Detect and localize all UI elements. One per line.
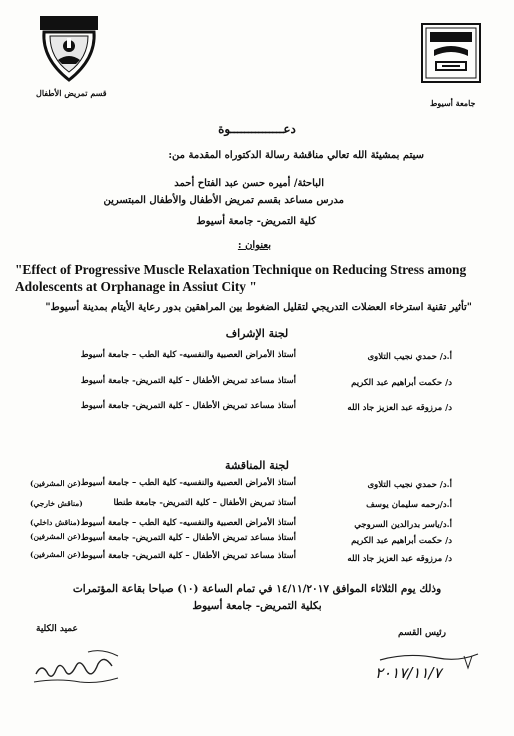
dean-signature-icon bbox=[28, 644, 124, 688]
event-datetime: وذلك يوم الثلاثاء الموافق ١٤/١١/٢٠١٧ في تمام الساعة (١٠) صباحا بقاعة المؤتمرات bbox=[72, 583, 442, 595]
supervisor-name: د/ مرزوقه عبد العزيز جاد الله bbox=[347, 403, 452, 413]
supervisor-name: أ.د/ حمدي نجيب التلاوى bbox=[367, 352, 452, 362]
examiner-role: أستاذ الأمراض العصبية والنفسيه- كلية الطب – جامعة أسيوط bbox=[80, 478, 296, 488]
examiner-name: أ.د/رحمه سليمان يوسف bbox=[366, 500, 452, 510]
examiner-note: (مناقش خارجي) bbox=[30, 499, 83, 508]
examiner-note: (عن المشرفين) bbox=[30, 479, 81, 488]
examiner-name: أ.د/ياسر بدرالدين السروجي bbox=[354, 520, 452, 530]
intro-line: سيتم بمشيئة الله تعالي مناقشة رسالة الدكتوراه المقدمة من: bbox=[168, 150, 424, 161]
thesis-title-english: "Effect of Progressive Muscle Relaxation Technique on Reducing Stress among Adolescents at Orphanage in Assiut City " bbox=[15, 262, 467, 294]
supervisor-role: أستاذ الأمراض العصبية والنفسيه- كلية الطب – جامعة أسيوط bbox=[80, 350, 296, 360]
discussion-heading: لجنة المناقشة bbox=[225, 459, 289, 472]
faculty-line: كلية التمريض- جامعة أسيوط bbox=[196, 216, 316, 227]
examiner-role: أستاذ مساعد تمريض الأطفال – كلية التمريض- جامعة أسيوط bbox=[80, 551, 296, 561]
supervisor-name: د/ حكمت أبراهيم عبد الكريم bbox=[351, 378, 452, 388]
examiner-role: أستاذ تمريض الأطفال – كلية التمريض- جامعة طنطا bbox=[113, 498, 296, 508]
researcher-position: مدرس مساعد بقسم تمريض الأطفال والأطفال المبتسرين bbox=[103, 195, 344, 206]
examiner-name: د/ حكمت أبراهيم عبد الكريم bbox=[351, 536, 452, 546]
page-title: دعـــــــــــــــوة bbox=[218, 122, 296, 136]
examiner-note: (عن المشرفين) bbox=[30, 550, 81, 559]
researcher-name: الباحثة/ أميره حسن عبد الفتاح أحمد bbox=[174, 178, 324, 189]
thesis-title-arabic: "تأثير تقنية استرخاء العضلات التدريجي لتقليل الضغوط بين المراهقين بدور رعاية الأيتام بمدينة أسيوط" bbox=[45, 302, 472, 313]
signature-date: ٢٠١٧/١١/٧ bbox=[375, 664, 442, 682]
department-head-title: رئيس القسم bbox=[398, 628, 446, 638]
supervision-heading: لجنة الإشراف bbox=[225, 327, 289, 340]
dean-title: عميد الكلية bbox=[36, 624, 78, 634]
examiner-role: أستاذ مساعد تمريض الأطفال – كلية التمريض- جامعة أسيوط bbox=[80, 533, 296, 543]
examiner-note: (عن المشرفين) bbox=[30, 532, 81, 541]
examiner-note: (مناقش داخلي) bbox=[30, 518, 81, 527]
supervisor-role: أستاذ مساعد تمريض الأطفال – كلية التمريض- جامعة أسيوط bbox=[80, 401, 296, 411]
university-caption: جامعة أسيوط bbox=[430, 98, 476, 108]
supervisor-role: أستاذ مساعد تمريض الأطفال – كلية التمريض- جامعة أسيوط bbox=[80, 376, 296, 386]
examiner-name: د/ مرزوقه عبد العزيز جاد الله bbox=[347, 554, 452, 564]
department-caption: قسم تمريض الأطفال bbox=[36, 88, 107, 98]
event-location: بكلية التمريض- جامعة أسيوط bbox=[192, 600, 322, 612]
examiner-name: أ.د/ حمدي نجيب التلاوى bbox=[367, 480, 452, 490]
assiut-university-emblem-icon bbox=[420, 22, 482, 84]
subject-label: بعنوان : bbox=[237, 240, 271, 251]
examiner-role: أستاذ الأمراض العصبية والنفسيه- كلية الطب – جامعة أسيوط bbox=[80, 518, 296, 528]
nursing-faculty-seal-icon bbox=[38, 14, 100, 84]
